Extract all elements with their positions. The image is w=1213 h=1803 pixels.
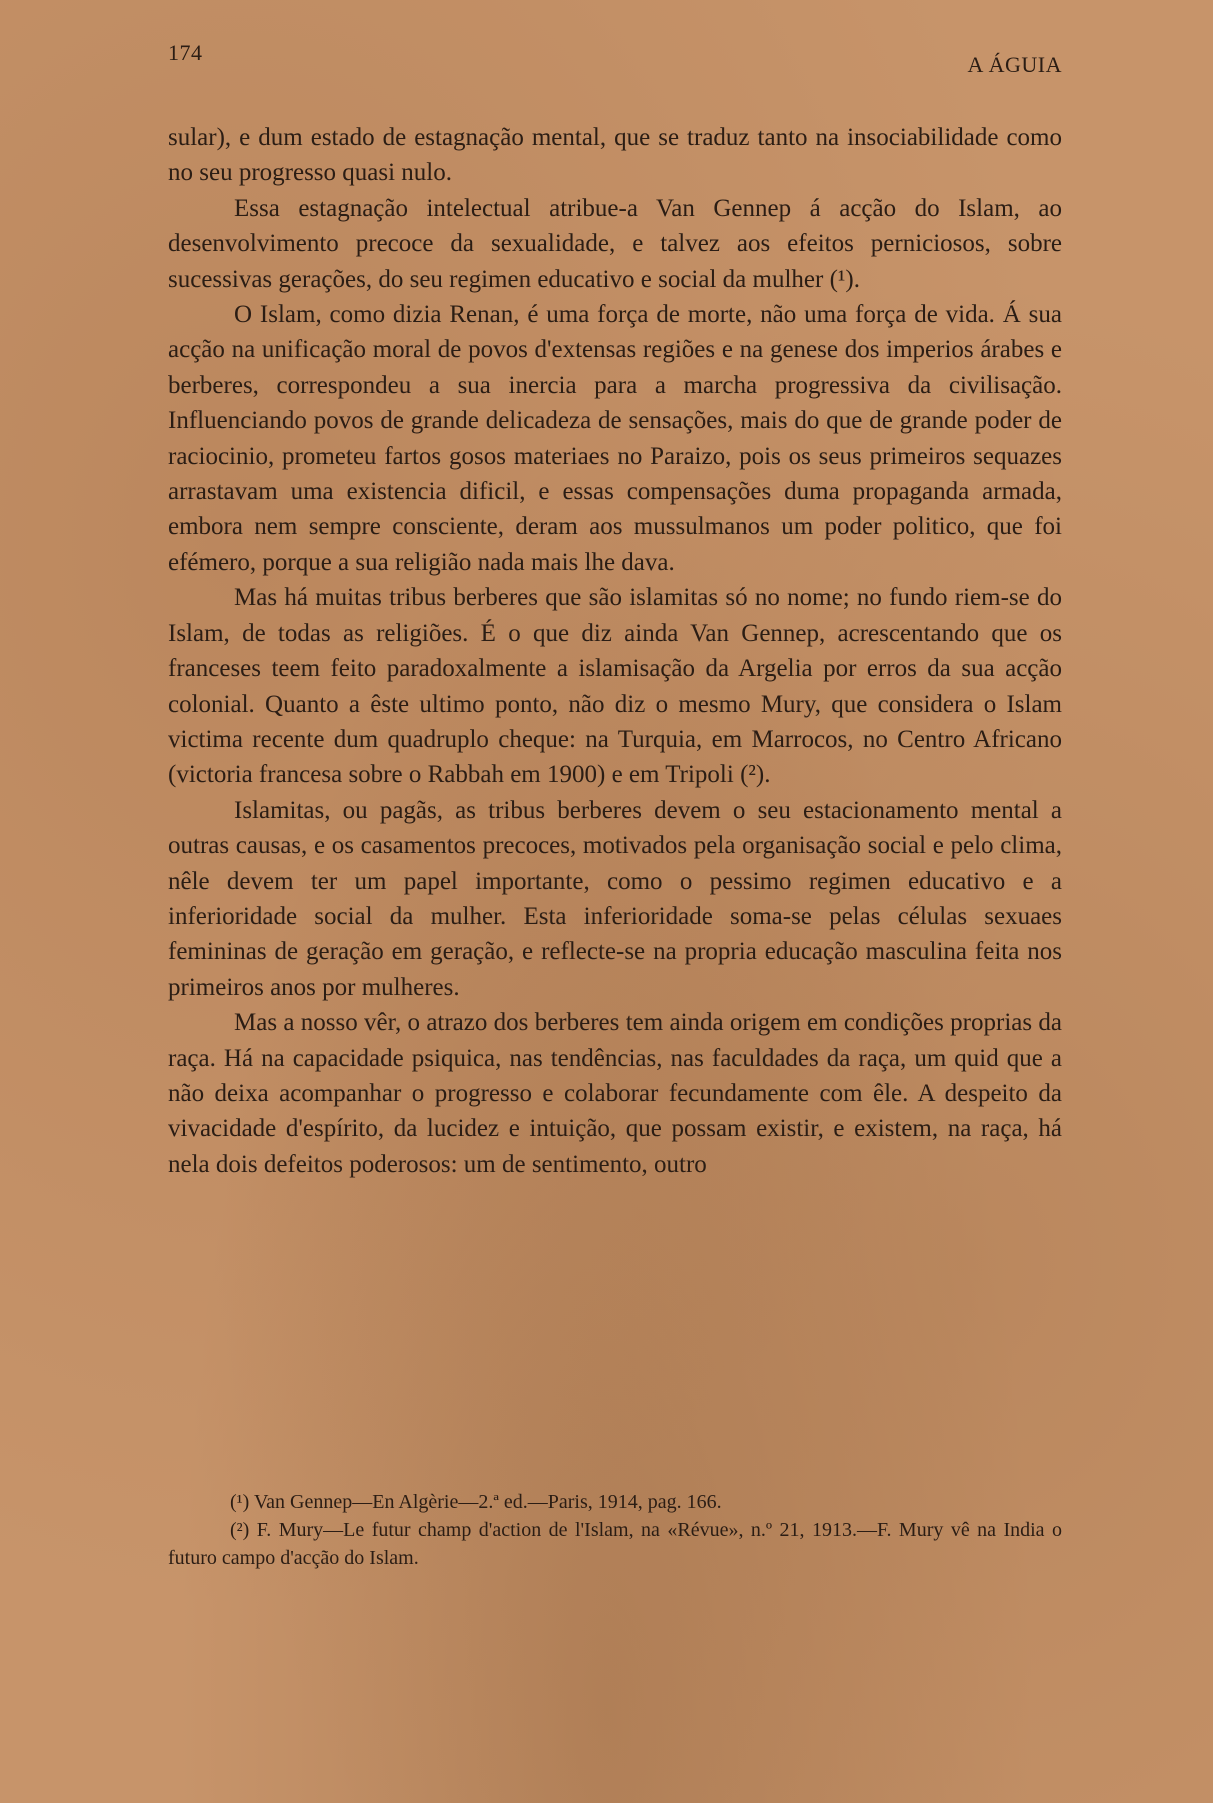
footnotes [168,1488,1062,1572]
paragraph: O Islam, como dizia Renan, é uma força de morte, não uma força de vida. Á sua acção na unificação moral de povos d'extensas regiões e na genese dos imperios árabes e berberes, correspondeu a sua inercia para a marcha progressiva da civilisação. Influenciando povos de grande delicadeza de sensações, mais do que de grande poder de raciocinio, prometeu fartos gosos materiaes no Paraizo, pois os seus primeiros sequazes arrastavam uma existencia dificil, e essas compensações duma propaganda armada, embora nem sempre consciente, deram aos mussulmanos um poder politico, que foi efémero, porque a sua religião nada mais lhe dava. [168,301,1062,576]
journal-title: A ÁGUIA [967,52,1062,77]
footnote-2: (²) F. Mury—Le futur champ d'action de l'Islam, na «Révue», n.º 21, 1913.—F. Mury vê na India o futuro campo d'acção do Islam. [168,1519,1062,1569]
footnote-1: (¹) Van Gennep—En Algèrie—2.ª ed.—Paris, 1914, pag. 166. [230,1491,722,1513]
paragraph: Islamitas, ou pagãs, as tribus berberes devem o seu estacionamento mental a outras causas, e os casamentos precoces, motivados pela organisação social e pelo clima, nêle devem ter um papel importante, como o pessimo regimen educativo e a inferioridade social da mulher. Esta inferioridade soma-se pelas células sexuaes femininas de geração em geração, e reflecte-se na propria educação masculina feita nos primeiros anos por mulheres. [168,796,1062,1001]
paragraph: Mas há muitas tribus berberes que são islamitas só no nome; no fundo riem-se do Islam, de todas as religiões. É o que diz ainda Van Gennep, acrescentando que os franceses teem feito paradoxalmente a islamisação da Argelia por erros da sua acção colonial. Quanto a êste ultimo ponto, não diz o mesmo Mury, que considera o Islam victima recente dum quadruplo cheque: na Turquia, em Marrocos, no Centro Africano (victoria francesa sobre o Rabbah em 1900) e em Tripoli (²). [168,584,1062,789]
paragraph: Essa estagnação intelectual atribue-a Van Gennep á acção do Islam, ao desenvolvimento precoce da sexualidade, e talvez aos efeitos perniciosos, sobre sucessivas gerações, do seu regimen educativo e social da mulher (¹). [168,194,1062,293]
paragraph: Mas a nosso vêr, o atrazo dos berberes tem ainda origem em condições proprias da raça. Há na capacidade psiquica, nas tendências, nas faculdades da raça, um quid que a não deixa acompanhar o progresso e colaborar fecundamente com êle. A despeito da vivacidade d'espírito, da lucidez e intuição, que possam existir, e existem, na raça, há nela dois defeitos poderosos: um de sentimento, outro [168,1009,1062,1178]
running-head [168,40,1062,80]
body-text [168,120,1062,1182]
page-number: 174 [168,40,203,65]
paragraph: sular), e dum estado de estagnação mental, que se traduz tanto na insociabilidade como no seu progresso quasi nulo. [168,124,1062,187]
